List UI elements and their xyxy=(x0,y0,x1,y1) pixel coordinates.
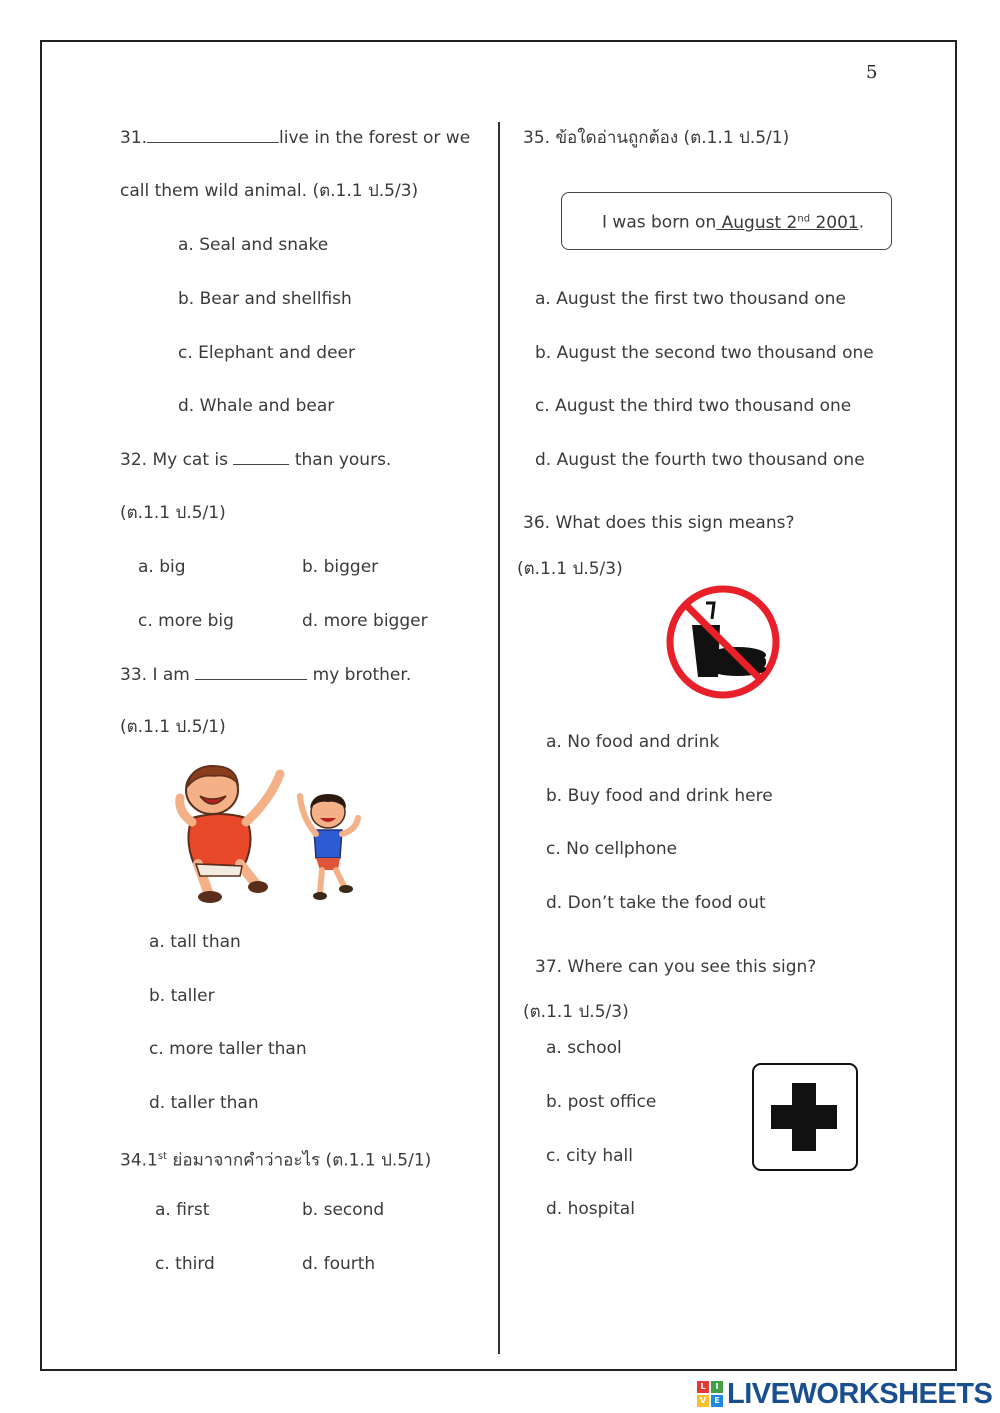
q34-option-b[interactable]: b. second xyxy=(302,1200,385,1220)
q35-date-box xyxy=(561,192,892,250)
logo-text: LIVEWORKSHEETS xyxy=(727,1377,993,1410)
q34-text-after: ย่อมาจากคำว่าอะไร (ต.1.1 ป.5/1) xyxy=(167,1150,432,1171)
logo-block-i: I xyxy=(711,1381,723,1393)
q36-option-b[interactable]: b. Buy food and drink here xyxy=(546,786,773,806)
no-food-and-drink-sign xyxy=(664,585,782,700)
question-36: 36. What does this sign means? xyxy=(523,513,795,533)
q35-date-sup: nd xyxy=(797,213,811,224)
q32-option-c[interactable]: c. more big xyxy=(138,611,234,631)
q32-option-a[interactable]: a. big xyxy=(138,557,186,577)
q36-option-d[interactable]: d. Don’t take the food out xyxy=(546,893,766,913)
question-35: 35. ข้อใดอ่านถูกต้อง (ต.1.1 ป.5/1) xyxy=(523,128,790,148)
q33-text-before: 33. I am xyxy=(120,665,190,685)
q31-text-line2: call them wild animal. (ต.1.1 ป.5/3) xyxy=(120,181,419,201)
q33-indicator: (ต.1.1 ป.5/1) xyxy=(120,717,226,737)
q31-blank[interactable] xyxy=(147,128,279,143)
question-34 xyxy=(120,1147,431,1171)
q33-option-c[interactable]: c. more taller than xyxy=(149,1039,307,1059)
q36-option-a[interactable]: a. No food and drink xyxy=(546,732,720,752)
page-number: 5 xyxy=(866,62,878,83)
logo-blocks-icon xyxy=(697,1381,723,1407)
question-31 xyxy=(120,128,470,148)
q31-option-d[interactable]: d. Whale and bear xyxy=(178,396,335,416)
q35-option-c[interactable]: c. August the third two thousand one xyxy=(535,396,852,416)
q31-option-a[interactable]: a. Seal and snake xyxy=(178,235,329,255)
q35-option-a[interactable]: a. August the first two thousand one xyxy=(535,289,846,309)
q35-box-text xyxy=(602,209,864,233)
q35-box-suffix: . xyxy=(858,212,865,233)
q31-number: 31. xyxy=(120,128,148,148)
q32-text-before: 32. My cat is xyxy=(120,450,228,470)
q35-box-date xyxy=(716,213,858,233)
q34-option-a[interactable]: a. first xyxy=(155,1200,210,1220)
q33-option-a[interactable]: a. tall than xyxy=(149,932,241,952)
q35-box-prefix: I was born on xyxy=(602,212,717,233)
q36-option-c[interactable]: c. No cellphone xyxy=(546,839,678,859)
q35-date-part1: August 2 xyxy=(716,212,798,233)
q33-blank[interactable] xyxy=(195,665,307,680)
q33-text-after: my brother. xyxy=(312,665,412,685)
logo-block-v: V xyxy=(697,1395,709,1407)
q37-indicator: (ต.1.1 ป.5/3) xyxy=(523,1002,629,1022)
q35-date-part2: 2001 xyxy=(810,212,859,233)
q31-text: live in the forest or we xyxy=(279,128,471,148)
liveworksheets-logo[interactable] xyxy=(697,1377,992,1411)
q33-option-d[interactable]: d. taller than xyxy=(149,1093,259,1113)
q36-indicator: (ต.1.1 ป.5/3) xyxy=(517,559,623,579)
first-aid-cross-icon xyxy=(754,1065,855,1168)
q34-option-d[interactable]: d. fourth xyxy=(302,1254,376,1274)
tall-boy-figure xyxy=(180,766,280,903)
q31-option-b[interactable]: b. Bear and shellfish xyxy=(178,289,352,309)
q31-option-c[interactable]: c. Elephant and deer xyxy=(178,343,355,363)
question-37: 37. Where can you see this sign? xyxy=(535,957,817,977)
q37-option-a[interactable]: a. school xyxy=(546,1038,622,1058)
q32-option-b[interactable]: b. bigger xyxy=(302,557,379,577)
first-aid-cross-sign xyxy=(752,1063,858,1171)
q34-sup: st xyxy=(157,1151,167,1162)
tall-and-short-boys-illustration xyxy=(170,760,370,905)
q35-option-d[interactable]: d. August the fourth two thousand one xyxy=(535,450,865,470)
question-33 xyxy=(120,665,411,685)
q33-option-b[interactable]: b. taller xyxy=(149,986,215,1006)
q37-option-b[interactable]: b. post office xyxy=(546,1092,657,1112)
q34-text-before: 34.1 xyxy=(120,1150,158,1171)
q37-option-c[interactable]: c. city hall xyxy=(546,1146,633,1166)
q37-option-d[interactable]: d. hospital xyxy=(546,1199,635,1219)
q34-option-c[interactable]: c. third xyxy=(155,1254,215,1274)
q32-blank[interactable] xyxy=(233,450,289,465)
short-boy-figure xyxy=(300,794,358,900)
q32-option-d[interactable]: d. more bigger xyxy=(302,611,428,631)
q32-indicator: (ต.1.1 ป.5/1) xyxy=(120,503,226,523)
logo-block-e: E xyxy=(711,1395,723,1407)
logo-block-l: L xyxy=(697,1381,709,1393)
question-32 xyxy=(120,450,391,470)
q35-option-b[interactable]: b. August the second two thousand one xyxy=(535,343,874,363)
column-divider xyxy=(498,122,500,1354)
q32-text-after: than yours. xyxy=(294,450,392,470)
